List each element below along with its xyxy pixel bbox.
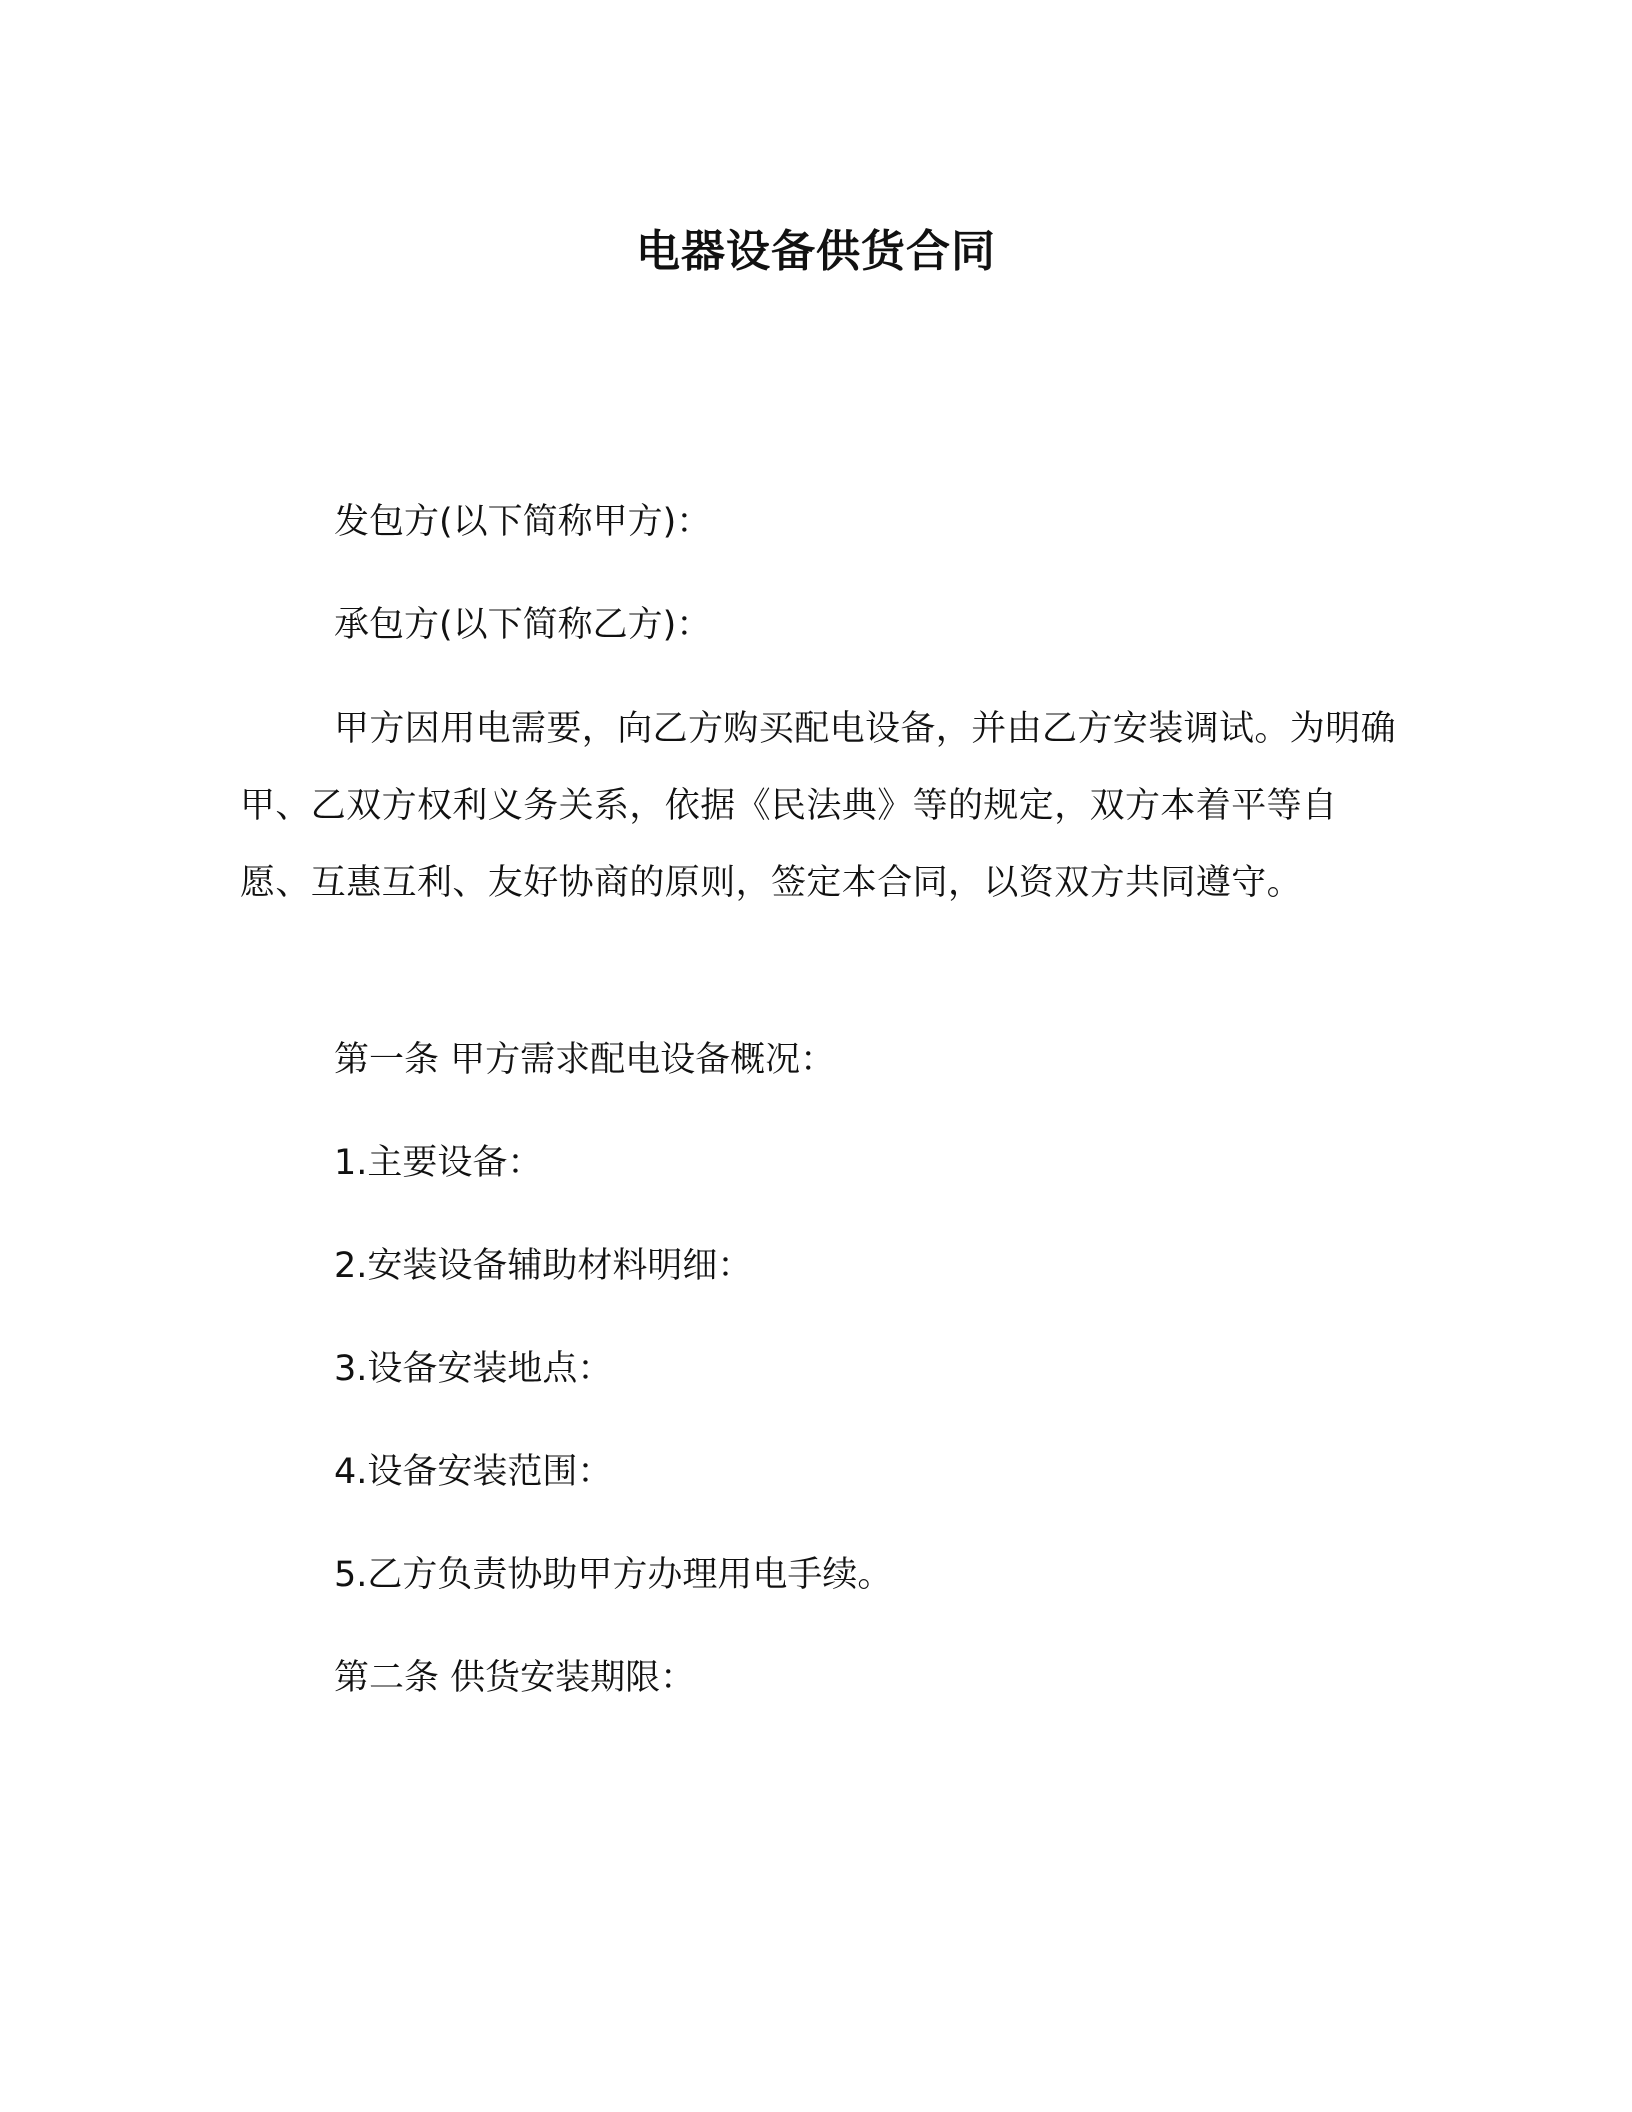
preamble-paragraph: 甲方因用电需要，向乙方购买配电设备，并由乙方安装调试。为明确甲、乙双方权利义务关系，依据《民法典》等的规定，双方本着平等自愿、互惠互利、友好协商的原则，签定本合同，以资双方共同遵守。 bbox=[240, 709, 1397, 903]
article-2-heading: 第二条 供货安装期限： bbox=[334, 1658, 696, 1698]
article-1-item: 5.乙方负责协助甲方办理用电手续。 bbox=[334, 1555, 893, 1595]
article-1-item: 3.设备安装地点： bbox=[334, 1349, 613, 1389]
article-1-item: 2.安装设备辅助材料明细： bbox=[334, 1246, 753, 1286]
party-a-line: 发包方(以下简称甲方)： bbox=[334, 502, 712, 542]
article-1-item: 1.主要设备： bbox=[334, 1143, 543, 1183]
article-1-heading: 第一条 甲方需求配电设备概况： bbox=[334, 1040, 836, 1080]
party-b-line: 承包方(以下简称乙方)： bbox=[334, 605, 712, 645]
article-1-item: 4.设备安装范围： bbox=[334, 1452, 613, 1492]
document-title: 电器设备供货合同 bbox=[636, 226, 996, 277]
